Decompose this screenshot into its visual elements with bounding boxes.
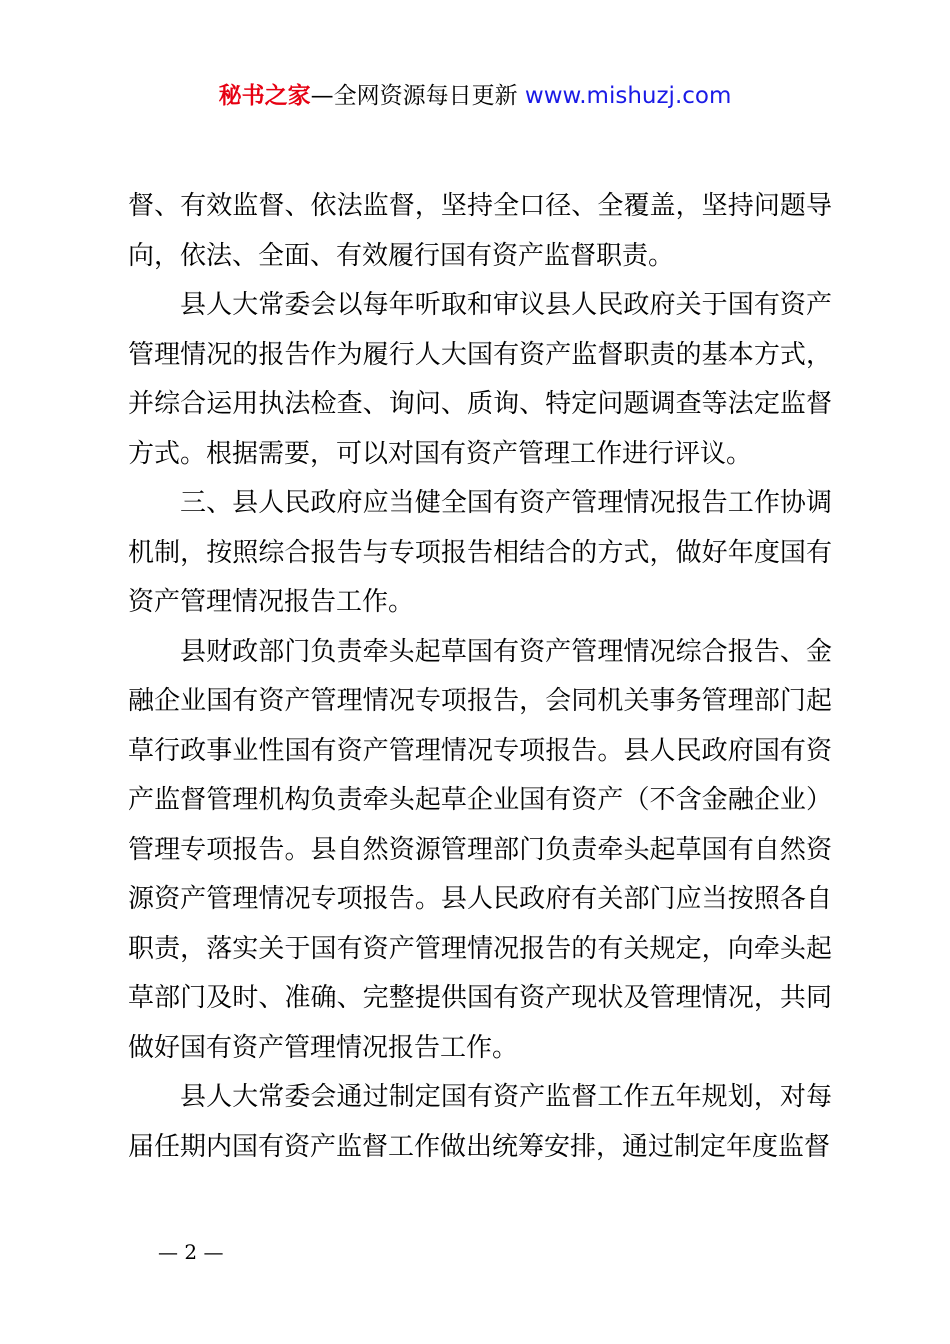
paragraph: 三、县人民政府应当健全国有资产管理情况报告工作协调机制，按照综合报告与专项报告相结合的方式，做好年度国有资产管理情况报告工作。 (128, 488, 832, 617)
header-url: www.mishuzj.com (524, 83, 732, 109)
paragraph-continued: 督、有效监督、依法监督，坚持全口径、全覆盖，坚持问题导向，依法、全面、有效履行国有资产监督职责。 (128, 191, 832, 271)
paragraph: 县人大常委会以每年听取和审议县人民政府关于国有资产管理情况的报告作为履行人大国有资产监督职责的基本方式，并综合运用执法检查、询问、质询、特定问题调查等法定监督方式。根据需要，可以对国有资产管理工作进行评议。 (128, 290, 832, 469)
paragraph: 县财政部门负责牵头起草国有资产管理情况综合报告、金融企业国有资产管理情况专项报告，会同机关事务管理部门起草行政事业性国有资产管理情况专项报告。县人民政府国有资产监督管理机构负责牵头起草企业国有资产（不含金融企业）管理专项报告。县自然资源管理部门负责牵头起草国有自然资源资产管理情况专项报告。县人民政府有关部门应当按照各自职责，落实关于国有资产管理情况报告的有关规定，向牵头起草部门及时、准确、完整提供国有资产现状及管理情况，共同做好国有资产管理情况报告工作。 (128, 636, 832, 1063)
brand-name: 秘书之家 (218, 83, 311, 109)
paragraph: 县人大常委会通过制定国有资产监督工作五年规划，对每届任期内国有资产监督工作做出统筹安排，通过制定年度监督 (128, 1082, 832, 1162)
page-number: — 2 — (158, 1240, 224, 1264)
header-tagline: —全网资源每日更新 (310, 83, 525, 109)
document-body (128, 182, 832, 1172)
site-watermark-header (0, 80, 950, 112)
